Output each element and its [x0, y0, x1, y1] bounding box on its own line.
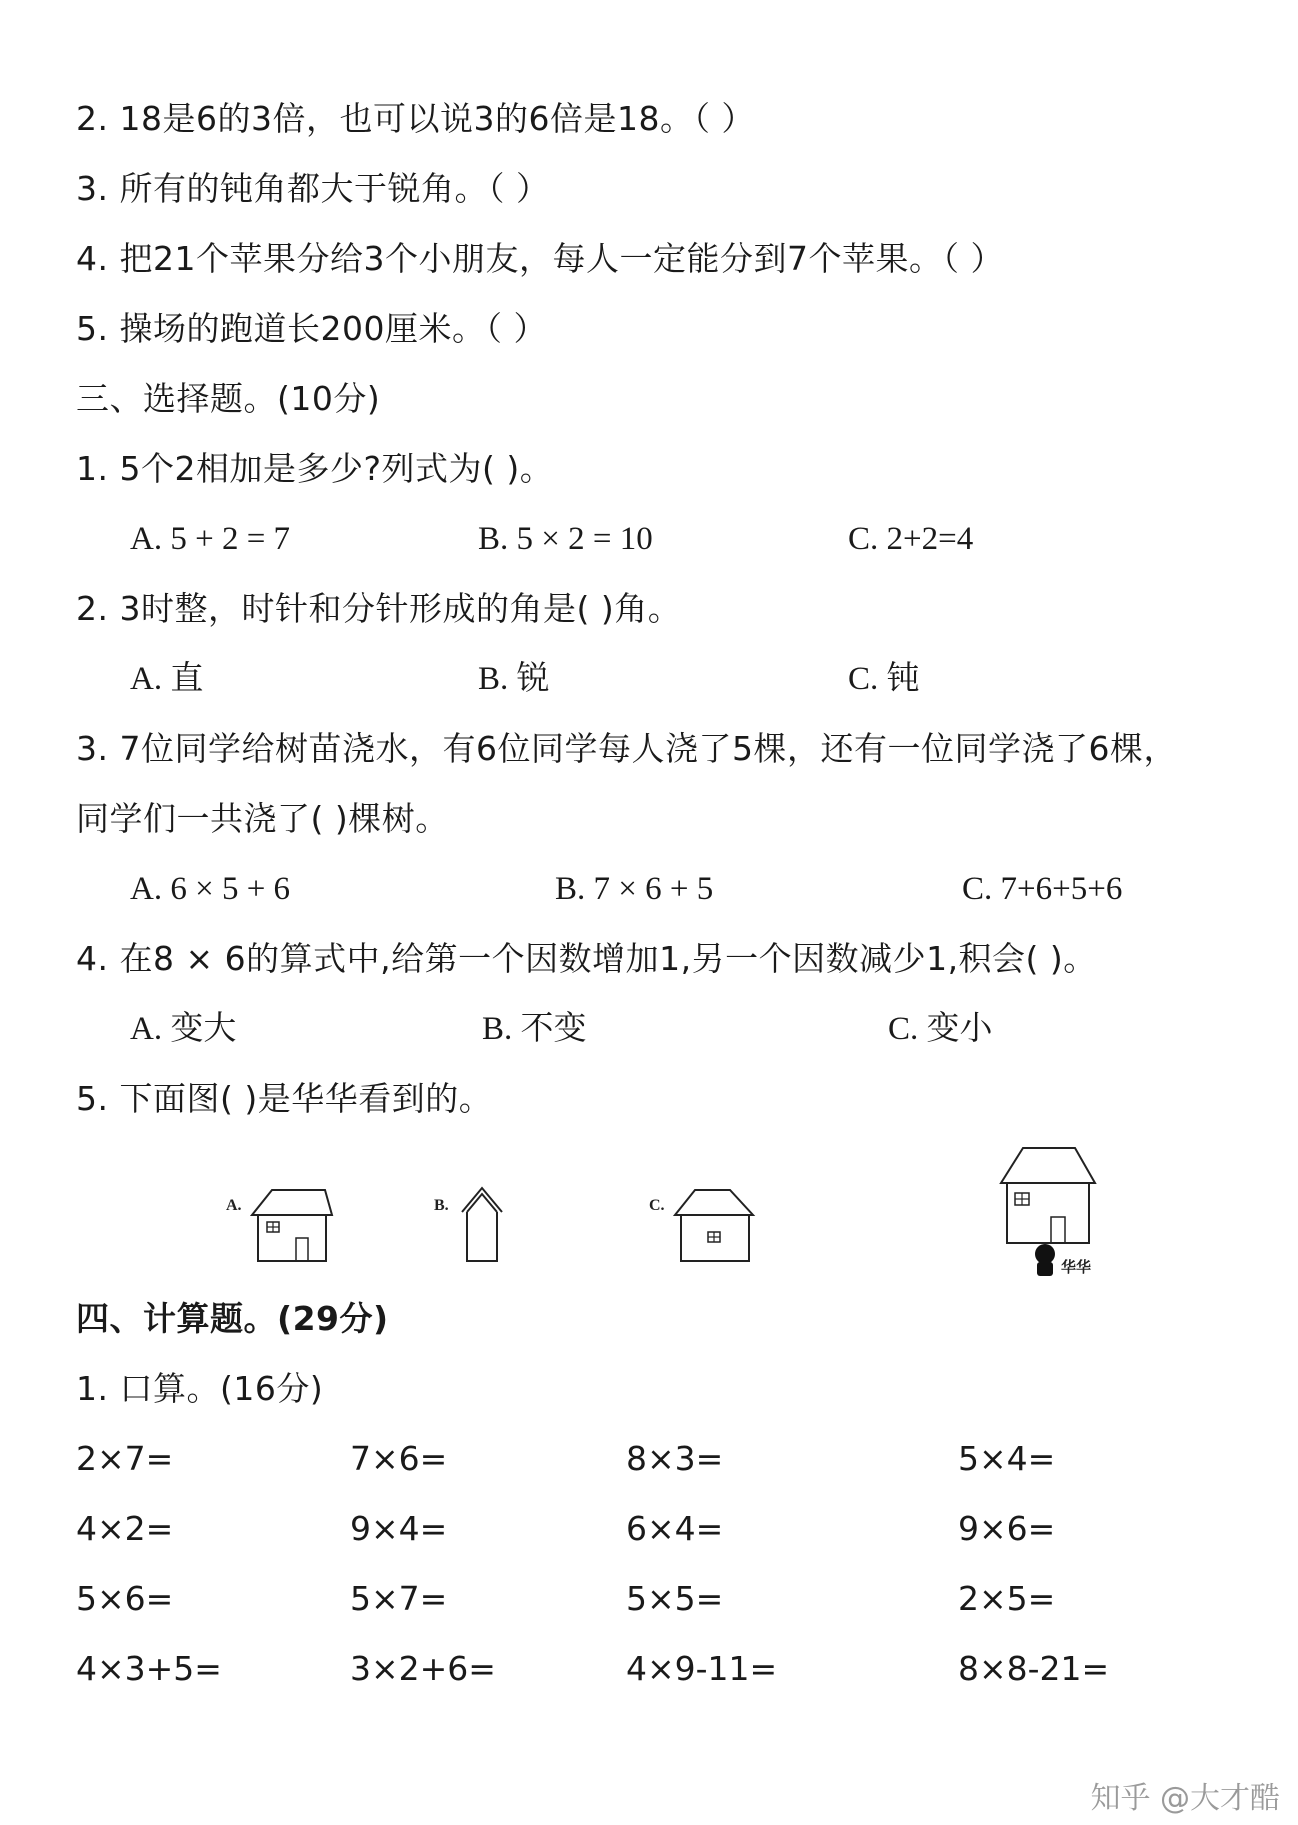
calc-item: 5×5=	[626, 1579, 724, 1618]
choice-heading: 三、选择题。(10分)	[76, 379, 381, 418]
calc-item: 9×6=	[958, 1509, 1056, 1548]
house-c-picture	[645, 1180, 760, 1265]
choice-q2: 2. 3时整，时针和分针形成的角是( )角。	[76, 589, 682, 628]
judgement-q4: 4. 把21个苹果分给3个小朋友，每人一定能分到7个苹果。（ ）	[76, 239, 1004, 278]
calc-item: 4×2=	[76, 1509, 174, 1548]
judgement-q3: 3. 所有的钝角都大于锐角。（ ）	[76, 169, 550, 208]
calc-item: 4×9-11=	[626, 1649, 778, 1688]
choice-q1-option-a: A. 5 + 2 = 7	[130, 521, 291, 557]
choice-q2-option-c: C. 钝	[848, 661, 920, 697]
calc-item: 2×7=	[76, 1439, 174, 1478]
judgement-q2: 2. 18是6的3倍，也可以说3的6倍是18。（ ）	[76, 99, 755, 138]
house-a-picture	[222, 1180, 337, 1265]
choice-q1-option-c: C. 2+2=4	[848, 521, 974, 557]
choice-q4-option-c: C. 变小	[888, 1011, 993, 1047]
calc-item: 7×6=	[350, 1439, 448, 1478]
picture-label-c: C.	[649, 1197, 665, 1214]
calc-item: 8×3=	[626, 1439, 724, 1478]
choice-q4-option-a: A. 变大	[130, 1011, 237, 1047]
calc-item: 6×4=	[626, 1509, 724, 1548]
choice-q1: 1. 5个2相加是多少?列式为( )。	[76, 449, 554, 488]
calc-item: 2×5=	[958, 1579, 1056, 1618]
choice-q5: 5. 下面图( )是华华看到的。	[76, 1079, 493, 1118]
choice-q4: 4. 在8 × 6的算式中,给第一个因数增加1,另一个因数减少1,积会( )。	[76, 939, 1097, 978]
choice-q1-option-b: B. 5 × 2 = 10	[478, 521, 653, 557]
choice-q2-option-b: B. 锐	[478, 661, 550, 697]
calc-item: 5×6=	[76, 1579, 174, 1618]
calc-item: 5×7=	[350, 1579, 448, 1618]
calc-heading: 四、计算题。(29分)	[76, 1299, 389, 1338]
picture-label-a: A.	[226, 1197, 242, 1214]
calc-item: 4×3+5=	[76, 1649, 222, 1688]
house-b-picture	[430, 1180, 520, 1265]
choice-q3-option-a: A. 6 × 5 + 6	[130, 871, 291, 907]
choice-q3: 3. 7位同学给树苗浇水，有6位同学每人浇了5棵，还有一位同学浇了6棵，	[76, 729, 1177, 768]
calc-item: 9×4=	[350, 1509, 448, 1548]
person-icon	[1035, 1244, 1055, 1276]
reference-house-picture	[995, 1143, 1125, 1278]
picture-label-b: B.	[434, 1197, 449, 1214]
choice-q4-option-b: B. 不变	[482, 1011, 587, 1047]
calc-item: 3×2+6=	[350, 1649, 496, 1688]
watermark: 知乎 @大才酷	[1090, 1781, 1280, 1816]
calc-item: 8×8-21=	[958, 1649, 1110, 1688]
person-label: 华华	[1061, 1258, 1092, 1276]
choice-q3-option-c: C. 7+6+5+6	[962, 871, 1123, 907]
calc-item: 5×4=	[958, 1439, 1056, 1478]
choice-q2-option-a: A. 直	[130, 661, 204, 697]
choice-q3-continued: 同学们一共浇了( )棵树。	[76, 799, 449, 838]
judgement-q5: 5. 操场的跑道长200厘米。（ ）	[76, 309, 547, 348]
calc-sub1: 1. 口算。(16分)	[76, 1369, 324, 1408]
choice-q3-option-b: B. 7 × 6 + 5	[555, 871, 714, 907]
